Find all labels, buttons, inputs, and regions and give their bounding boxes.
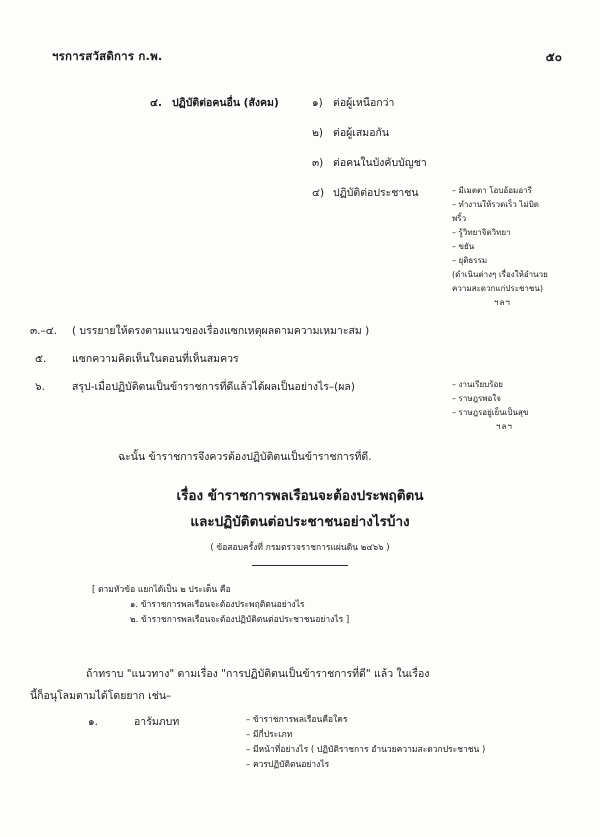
dash-item-etc: ฯลฯ [496,422,513,431]
dash-item: – มีเมตตา โอบอ้อมอารี [452,186,532,195]
dash-item: – มีหน้าที่อย่างไร ( ปฏิบัติราชการ อำนวยความสะดวกประชาชน ) [246,745,486,755]
dash-item-etc: ฯลฯ [494,298,511,307]
dash-item: – ราษฎรพอใจ [452,394,501,403]
item5-text: แซกความคิดเห็นในตอนที่เห็นสมควร [72,353,239,365]
item4-sub1-text: ต่อผู้เหนือกว่า [333,97,395,109]
paragraph-line1: ถ้าทราบ "แนวทาง" ตามเรื่อง "การปฏิบัติตนเป็นข้าราชการที่ดี" แล้ว ในเรื่อง [86,668,430,680]
dash-item: – ทำงานให้รวดเร็ว ไม่บิด [452,200,539,209]
dash-item: – มีกี่ประเภท [246,730,293,740]
paragraph-line2: นี้ก็อนุโลมตามได้โดยยาก เช่น– [30,690,172,702]
outline-label: อารัมภบท [134,716,180,728]
divider-rule [252,565,348,566]
line-4-5-text: ( บรรยายให้ตรงตามแนวของเรื่องแซกเหตุผลตามความเหมาะสม ) [72,325,370,337]
dash-item: – ราษฎรอยู่เย็นเป็นสุข [452,408,529,417]
section-title-line2: และปฏิบัติตนต่อประชาชนอย่างไรบ้าง [190,514,410,530]
item5-number: ๕. [35,353,47,365]
item4-sub1-number: ๑) [312,97,323,109]
section-title-line1: เรื่อง ข้าราชการพลเรือนจะต้องประพฤติตน [176,488,424,504]
item4-dash-list [452,184,548,310]
bracket-note [92,583,349,628]
dash-item: (ดำเนินต่างๆ เรื่องให้อำนวย [452,270,548,279]
item4-sub3-number: ๓) [312,157,324,169]
section-subtitle: ( ข้อสอบครั้งที่ กรมตรวจราชการแผ่นดิน ๒๔๖๖ ) [210,543,390,553]
item4-sub4-number: ๔) [312,187,325,199]
closing-sentence: ฉะนั้น ข้าราชการจึงควรต้องปฏิบัติตนเป็นข้าราชการที่ดี. [118,451,372,463]
dash-item: – ยุติธรรม [452,256,488,265]
item4-text: ปฏิบัติต่อคนอื่น (สังคม) [172,97,279,109]
dash-item: – รู้วิทยาจิตวิทยา [452,228,511,237]
item6-dash-list [452,378,528,434]
line-4-5-number: ๓.–๔. [30,325,58,337]
page-number: ๕๐ [545,50,562,64]
bracket-line: [ ตามหัวข้อ แยกได้เป็น ๒ ประเด็น คือ [92,585,231,595]
dash-item: – ขยัน [452,242,475,251]
item4-number: ๔. [150,97,162,109]
page-header [0,48,600,68]
item6-text: สรุป-เมื่อปฏิบัติตนเป็นข้าราชการที่ดีแล้วได้ผลเป็นอย่างไร–(ผล) [72,381,355,393]
dash-item: – งานเรียบร้อย [452,380,503,389]
item4-sub3-text: ต่อคนในบังคับบัญชา [333,157,427,169]
item4-sub2-text: ต่อผู้เสมอกัน [333,127,390,139]
bracket-line: ๒. ข้าราชการพลเรือนจะต้องปฏิบัติตนต่อประชาชนอย่างไร ] [130,615,350,625]
bracket-line: ๑. ข้าราชการพลเรือนจะต้องประพฤติตนอย่างไร [130,600,305,610]
outline-dash-list [246,713,485,773]
item4-sub4-text: ปฏิบัติต่อประชาชน [333,187,419,199]
outline-number: ๑. [88,716,99,728]
item4-sub2-number: ๒) [312,127,324,139]
dash-item: – ข้าราชการพลเรือนคือใคร [246,715,348,725]
dash-item: – ควรปฏิบัติตนอย่างไร [246,760,330,770]
item6-number: ๖. [35,381,46,393]
dash-item: ความสะดวกแก่ประชาชน) [452,284,543,293]
dash-item: พริ้ว [452,214,467,223]
header-title: ฯรการสวัสดิการ ก.พ. [52,49,163,63]
